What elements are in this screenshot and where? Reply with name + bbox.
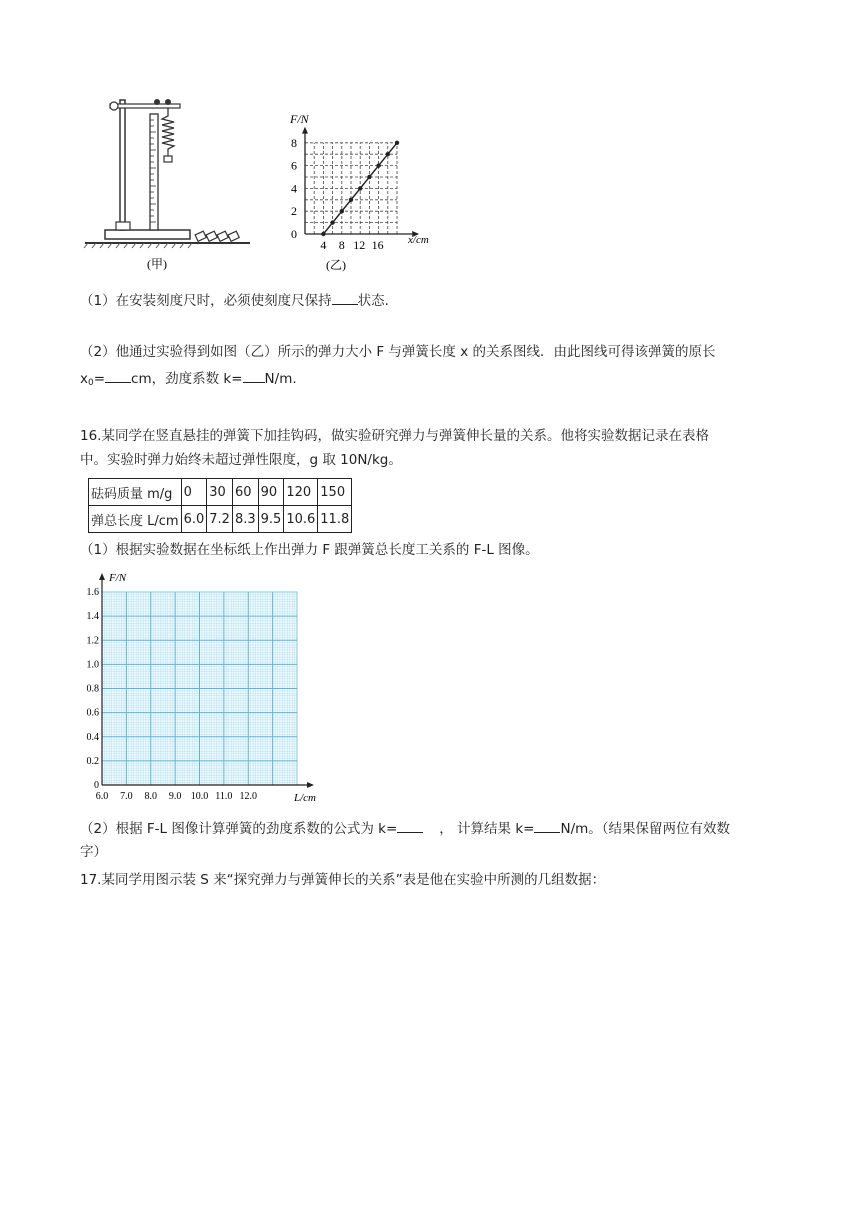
grid-paper [82,570,332,810]
table-row [89,479,352,506]
grid-x-axis-label: L/cm [294,792,316,804]
y-tick-label: 0.4 [86,731,99,743]
answer-blank[interactable] [332,290,358,305]
y-tick-label: 1.0 [86,659,99,671]
x0-symbol: x [80,371,88,387]
q15-part1-text: （1）在安装刻度尺时，必须使刻度尺保持 [80,293,332,309]
x-tick-label: 8.0 [144,791,157,802]
y-tick-label: 0 [291,227,297,241]
answer-blank[interactable] [105,368,131,383]
data-point [321,232,325,236]
table-cell: 10.6 [284,506,318,533]
q15-part2-mid: cm，劲度系数 k= [131,371,243,387]
q17-stem: 17.某同学用图示装 S 来“探究弹力与弹簧伸长的关系”表是他在实验中所测的几组数据： [80,872,606,888]
data-point [376,163,380,167]
y-tick-label: 0.8 [86,683,99,695]
q16-part1: （1）根据实验数据在坐标纸上作出弹力 F 跟弹簧总长度工关系的 F-L 图像。 [80,542,539,558]
table-cell: 8.3 [232,506,258,533]
data-point [349,198,353,202]
q16-part2-line2: 字） [80,844,107,860]
table-cell: 11.8 [318,506,352,533]
y-tick-label: 2 [291,204,297,219]
data-point [330,220,334,224]
table-cell: 6.0 [181,506,207,533]
x0-subscript: 0 [88,378,94,388]
q16-part2-mid: ， 计算结果 k= [439,821,535,837]
y-tick-label: 1.2 [86,635,99,647]
x-tick-label: 11.0 [215,791,233,802]
data-table [88,478,352,533]
data-point [395,141,399,145]
q15-part1 [80,290,389,311]
x-tick-label: 10.0 [190,791,209,802]
chart-x-axis-label: x/cm [408,234,429,246]
grid-y-axis-label: F/N [109,572,127,584]
data-point [340,209,344,213]
answer-blank[interactable] [243,368,265,383]
y-tick-label: 0.6 [86,707,99,719]
chart-grid [305,143,397,234]
data-point [358,186,362,190]
chart-axes [302,127,419,237]
f-x-chart [262,105,452,275]
data-point [386,152,390,156]
q15-part2-line2 [80,368,297,393]
q16-part2-text: （2）根据 F-L 图像计算弹簧的劲度系数的公式为 k= [80,821,398,837]
q15-part1-tail: 状态. [357,293,389,309]
q16-stem-line1: 16.某同学在竖直悬挂的弹簧下加挂钩码，做实验研究弹力与弹簧伸长量的关系。他将实验数据记录在表格 [80,428,709,444]
x-tick-label: 6.0 [95,791,109,802]
table-cell: 7.2 [207,506,233,533]
table-cell: 30 [207,479,233,506]
row-label: 弹总长度 L/cm [89,506,182,533]
row-label: 砝码质量 m/g [89,479,182,506]
y-tick-label: 1.6 [86,587,99,598]
table-cell: 60 [232,479,258,506]
answer-blank[interactable] [397,818,423,833]
x-tick-label: 9.0 [168,791,182,802]
table-row [89,506,352,533]
q15-part2-tail: N/m. [264,371,297,387]
table-cell: 0 [181,479,207,506]
table-cell: 150 [318,479,352,506]
apparatus-caption: (甲) [147,257,167,271]
x-tick-label: 12 [353,238,366,252]
y-tick-label: 6 [291,158,297,173]
table-cell: 120 [284,479,318,506]
y-axis-arrow [302,127,308,134]
y-tick-label: 0 [94,780,99,791]
x-tick-label: 7.0 [120,791,133,802]
chart-y-axis-label: F/N [290,112,309,126]
table-cell: 90 [258,479,284,506]
x-tick-label: 4 [320,238,327,252]
table-cell: 9.5 [258,506,284,533]
q16-part2-line1 [80,818,730,839]
answer-blank[interactable] [534,818,560,833]
data-point [367,175,371,179]
q16-stem-line2: 中。实验时弹力始终未超过弹性限度，g 取 10N/kg。 [80,452,402,468]
x-axis-arrow [307,782,314,788]
q16-part2-tail: N/m。（结果保留两位有效数 [560,821,731,837]
q15-part2-line1: （2）他通过实验得到如图（乙）所示的弹力大小 F 与弹簧长度 x 的关系图线．由此图线可得该弹簧的原长 [80,344,716,360]
y-axis-arrow [99,573,105,580]
x-tick-label: 16 [371,238,384,252]
y-tick-label: 8 [291,135,297,150]
chart-caption: (乙) [326,258,346,272]
x-tick-label: 8 [338,238,345,252]
x-tick-label: 12.0 [239,791,257,802]
apparatus-figure [80,90,260,280]
y-tick-label: 4 [291,181,297,196]
y-tick-label: 1.4 [86,611,99,623]
y-tick-label: 0.2 [86,755,99,767]
equals-sign: = [93,371,106,387]
